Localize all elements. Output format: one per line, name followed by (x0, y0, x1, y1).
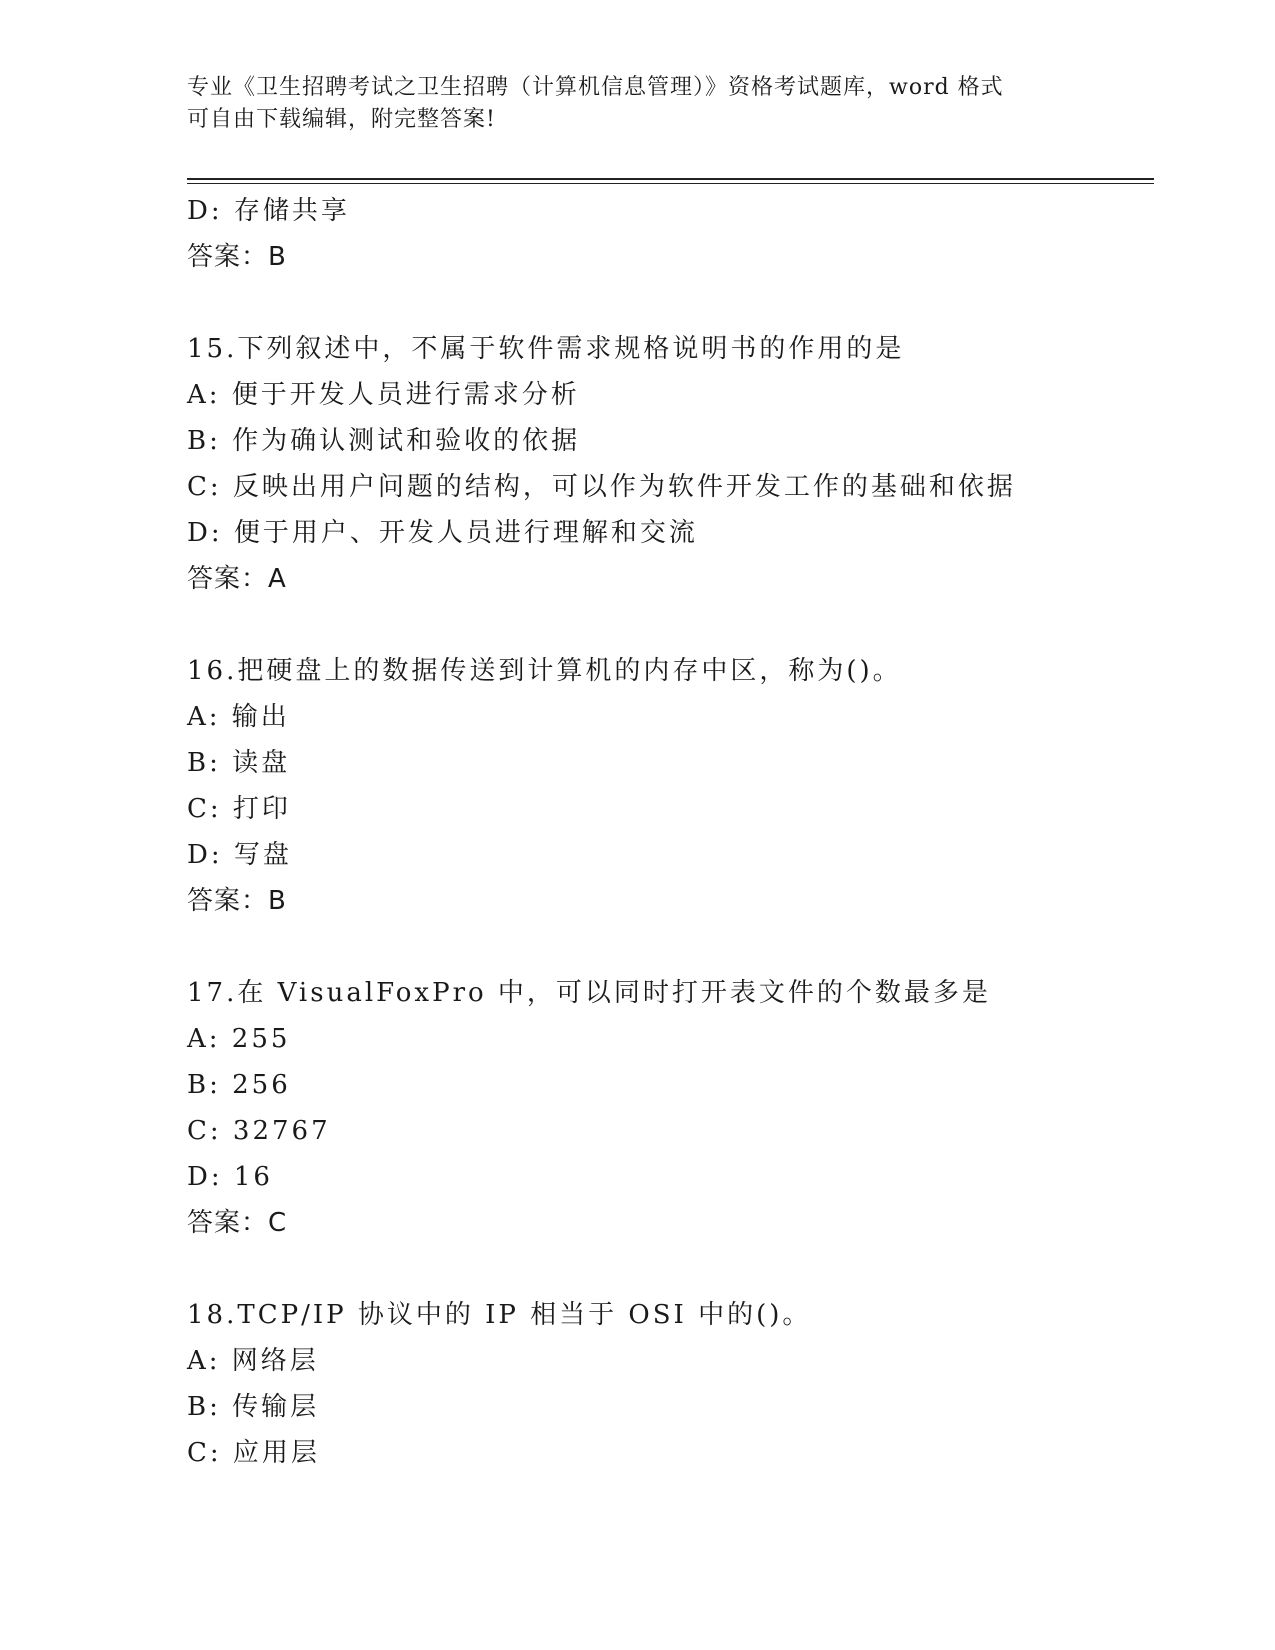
document-header (187, 72, 1087, 136)
spacer (187, 280, 1154, 326)
spacer (187, 1246, 1154, 1292)
option-a: A: 便于开发人员进行需求分析 (187, 380, 580, 410)
spacer (187, 924, 1154, 970)
header-line-1: 专业《卫生招聘考试之卫生招聘（计算机信息管理）》资格考试题库，word 格式 (187, 75, 1004, 100)
question-list (187, 188, 1154, 1476)
option-b: B: 读盘 (187, 748, 291, 778)
option-c: C: 打印 (187, 794, 291, 824)
option-a: A: 255 (187, 1024, 291, 1054)
header-divider-thin (187, 183, 1154, 184)
answer-line: 答案：B (187, 242, 287, 272)
option-d: D: 存储共享 (187, 196, 350, 226)
header-line-2: 可自由下载编辑，附完整答案! (187, 107, 496, 132)
header-divider-thick (187, 178, 1154, 180)
question-stem: 16.把硬盘上的数据传送到计算机的内存中区，称为()。 (187, 656, 902, 686)
answer-line: 答案：B (187, 886, 287, 916)
option-d: D: 便于用户、开发人员进行理解和交流 (187, 518, 698, 548)
question-stem: 15.下列叙述中，不属于软件需求规格说明书的作用的是 (187, 334, 905, 364)
question-stem: 17.在 VisualFoxPro 中，可以同时打开表文件的个数最多是 (187, 978, 991, 1008)
option-a: A: 输出 (187, 702, 290, 732)
question-18 (187, 1292, 1154, 1476)
spacer (187, 602, 1154, 648)
option-c: C: 反映出用户问题的结构，可以作为软件开发工作的基础和依据 (187, 472, 1016, 502)
option-c: C: 32767 (187, 1116, 331, 1146)
previous-question-tail (187, 188, 1154, 280)
question-16 (187, 648, 1154, 924)
option-d: D: 写盘 (187, 840, 292, 870)
option-b: B: 作为确认测试和验收的依据 (187, 426, 581, 456)
question-stem: 18.TCP/IP 协议中的 IP 相当于 OSI 中的()。 (187, 1300, 812, 1330)
answer-line: 答案：C (187, 1208, 288, 1238)
option-b: B: 256 (187, 1070, 291, 1100)
question-15 (187, 326, 1154, 602)
answer-line: 答案：A (187, 564, 287, 594)
question-17 (187, 970, 1154, 1246)
option-d: D: 16 (187, 1162, 273, 1192)
option-b: B: 传输层 (187, 1392, 320, 1422)
option-a: A: 网络层 (187, 1346, 319, 1376)
option-c: C: 应用层 (187, 1438, 320, 1468)
